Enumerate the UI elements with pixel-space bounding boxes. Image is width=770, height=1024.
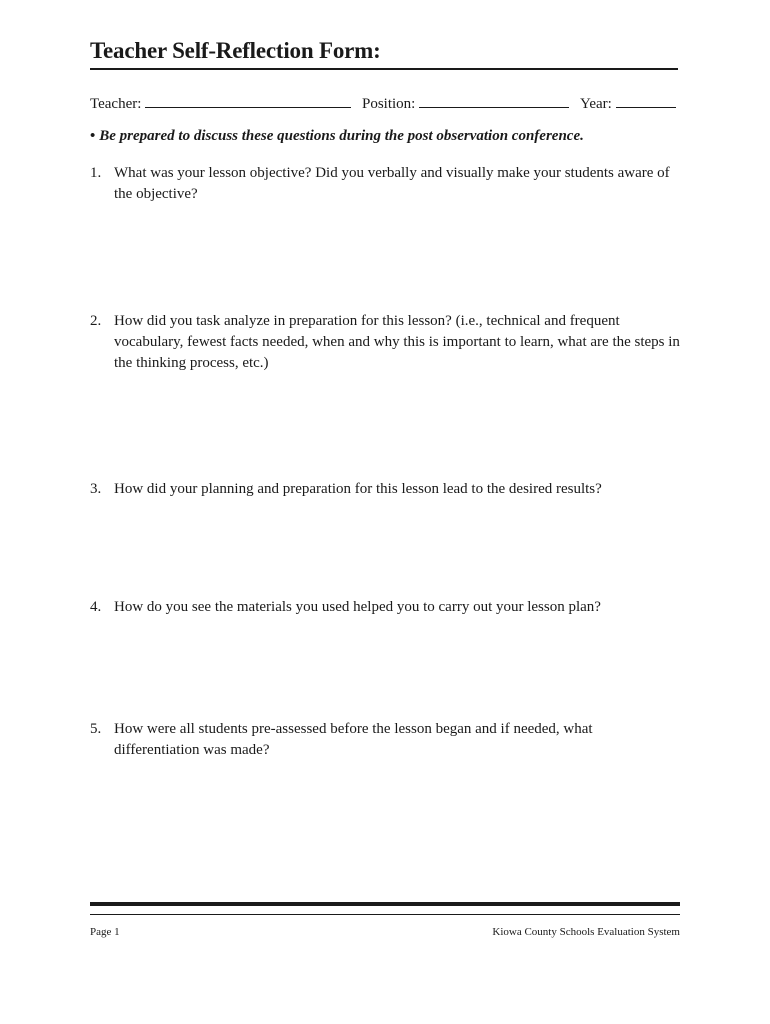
- teacher-label: Teacher:: [90, 96, 142, 112]
- question-number: 3.: [90, 481, 102, 497]
- question-text: How were all students pre-assessed before the lesson began and if needed, what differentiation was made?: [114, 721, 593, 758]
- footer-rule-thin: [90, 914, 680, 915]
- position-blank-line[interactable]: [419, 93, 569, 108]
- instruction-note: [90, 128, 584, 145]
- question-item: [90, 311, 680, 374]
- question-item: [90, 163, 680, 205]
- year-blank-line[interactable]: [616, 93, 676, 108]
- year-label: Year:: [580, 96, 612, 112]
- page-title: Teacher Self-Reflection Form:: [90, 38, 381, 63]
- teacher-field: [90, 93, 351, 113]
- position-field: [362, 93, 569, 113]
- question-text: How do you see the materials you used helped you to carry out your lesson plan?: [114, 599, 601, 615]
- question-number: 4.: [90, 599, 102, 615]
- question-number: 2.: [90, 313, 102, 329]
- question-item: [90, 719, 680, 761]
- info-fields-row: [90, 93, 678, 113]
- footer-system-name: Kiowa County Schools Evaluation System: [492, 926, 680, 938]
- question-item: [90, 479, 680, 500]
- question-text: How did your planning and preparation for this lesson lead to the desired results?: [114, 481, 602, 497]
- question-number: 1.: [90, 165, 102, 181]
- year-field: [580, 93, 676, 113]
- question-number: 5.: [90, 721, 102, 737]
- question-text: How did you task analyze in preparation for this lesson? (i.e., technical and frequent vocabulary, fewest facts needed, when and why this is important to learn, what are the steps in the thinking process, etc.): [114, 313, 680, 371]
- teacher-blank-line[interactable]: [145, 93, 351, 108]
- bullet-icon: •: [90, 128, 96, 144]
- question-item: [90, 597, 680, 618]
- footer-rule-thick: [90, 902, 680, 906]
- instruction-note-text: Be prepared to discuss these questions during the post observation conference.: [99, 128, 584, 144]
- footer-page-number: Page 1: [90, 926, 120, 938]
- title-rule: [90, 68, 678, 70]
- position-label: Position:: [362, 96, 416, 112]
- question-text: What was your lesson objective? Did you verbally and visually make your students aware of the objective?: [114, 165, 670, 202]
